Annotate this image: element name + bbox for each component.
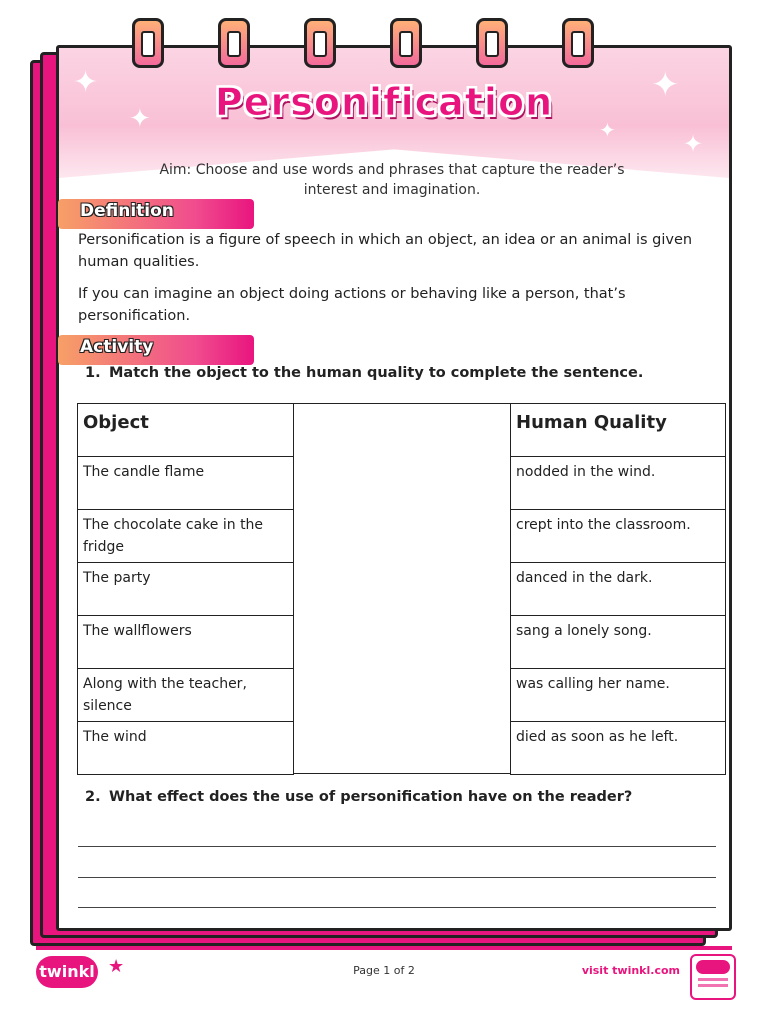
sparkle-icon: ✦ (683, 130, 704, 158)
aim-line: Aim: Choose and use words and phrases that capture the reader’s (159, 162, 625, 178)
object-table (77, 403, 294, 775)
sparkle-icon: ✦ (599, 118, 616, 142)
question-number: 1. (85, 365, 101, 381)
definition-line: Personification is a figure of speech in which an object, an idea or an animal is given (78, 232, 693, 248)
aim-text (80, 160, 704, 200)
spiral-ring-icon (218, 18, 250, 68)
definition-line: human qualities. (78, 254, 200, 270)
quality-cell[interactable]: was calling her name. (511, 669, 726, 722)
object-cell[interactable]: The party (78, 563, 294, 616)
question-number: 2. (85, 789, 101, 805)
definition-paragraph (78, 229, 718, 273)
question-2 (85, 789, 715, 805)
object-header: Object (78, 404, 294, 457)
answer-line[interactable] (78, 877, 716, 878)
spiral-ring-icon (562, 18, 594, 68)
definition-line: If you can imagine an object doing actions or behaving like a person, that’s (78, 286, 626, 302)
object-cell[interactable]: The chocolate cake in the fridge (78, 510, 294, 563)
answer-line[interactable] (78, 846, 716, 847)
sparkle-icon: ✦ (651, 65, 680, 105)
footer-divider (36, 946, 732, 950)
page-number: Page 1 of 2 (353, 964, 415, 977)
definition-label-text: Definition (80, 201, 174, 221)
activity-label (58, 335, 254, 365)
matching-gap-column[interactable] (293, 403, 510, 774)
spiral-ring-icon (304, 18, 336, 68)
object-cell[interactable]: The wind (78, 722, 294, 775)
sparkle-icon: ✦ (129, 104, 151, 134)
quality-cell[interactable]: sang a lonely song. (511, 616, 726, 669)
star-icon: ★ (108, 956, 125, 977)
object-cell[interactable]: The candle flame (78, 457, 294, 510)
sparkle-icon: ✦ (73, 65, 99, 100)
visit-link[interactable]: visit twinkl.com (581, 964, 680, 977)
quality-cell[interactable]: nodded in the wind. (511, 457, 726, 510)
object-cell[interactable]: The wallflowers (78, 616, 294, 669)
answer-line[interactable] (78, 907, 716, 908)
twinkl-logo[interactable]: twinkl (36, 956, 98, 988)
quality-table (510, 403, 726, 775)
quality-cell[interactable]: crept into the classroom. (511, 510, 726, 563)
object-cell[interactable]: Along with the teacher, silence (78, 669, 294, 722)
quality-header: Human Quality (511, 404, 726, 457)
definition-paragraph (78, 283, 718, 327)
quality-cell[interactable]: danced in the dark. (511, 563, 726, 616)
question-text: Match the object to the human quality to complete the sentence. (109, 365, 644, 381)
page-title: Personification (214, 80, 554, 124)
quality-badge-icon (690, 954, 736, 1000)
spiral-ring-icon (390, 18, 422, 68)
aim-line: interest and imagination. (303, 182, 481, 198)
spiral-ring-icon (132, 18, 164, 68)
question-1 (85, 365, 715, 381)
definition-line: personification. (78, 308, 191, 324)
question-text: What effect does the use of personification have on the reader? (109, 789, 633, 805)
quality-cell[interactable]: died as soon as he left. (511, 722, 726, 775)
spiral-ring-icon (476, 18, 508, 68)
activity-label-text: Activity (80, 337, 154, 357)
definition-label (58, 199, 254, 229)
